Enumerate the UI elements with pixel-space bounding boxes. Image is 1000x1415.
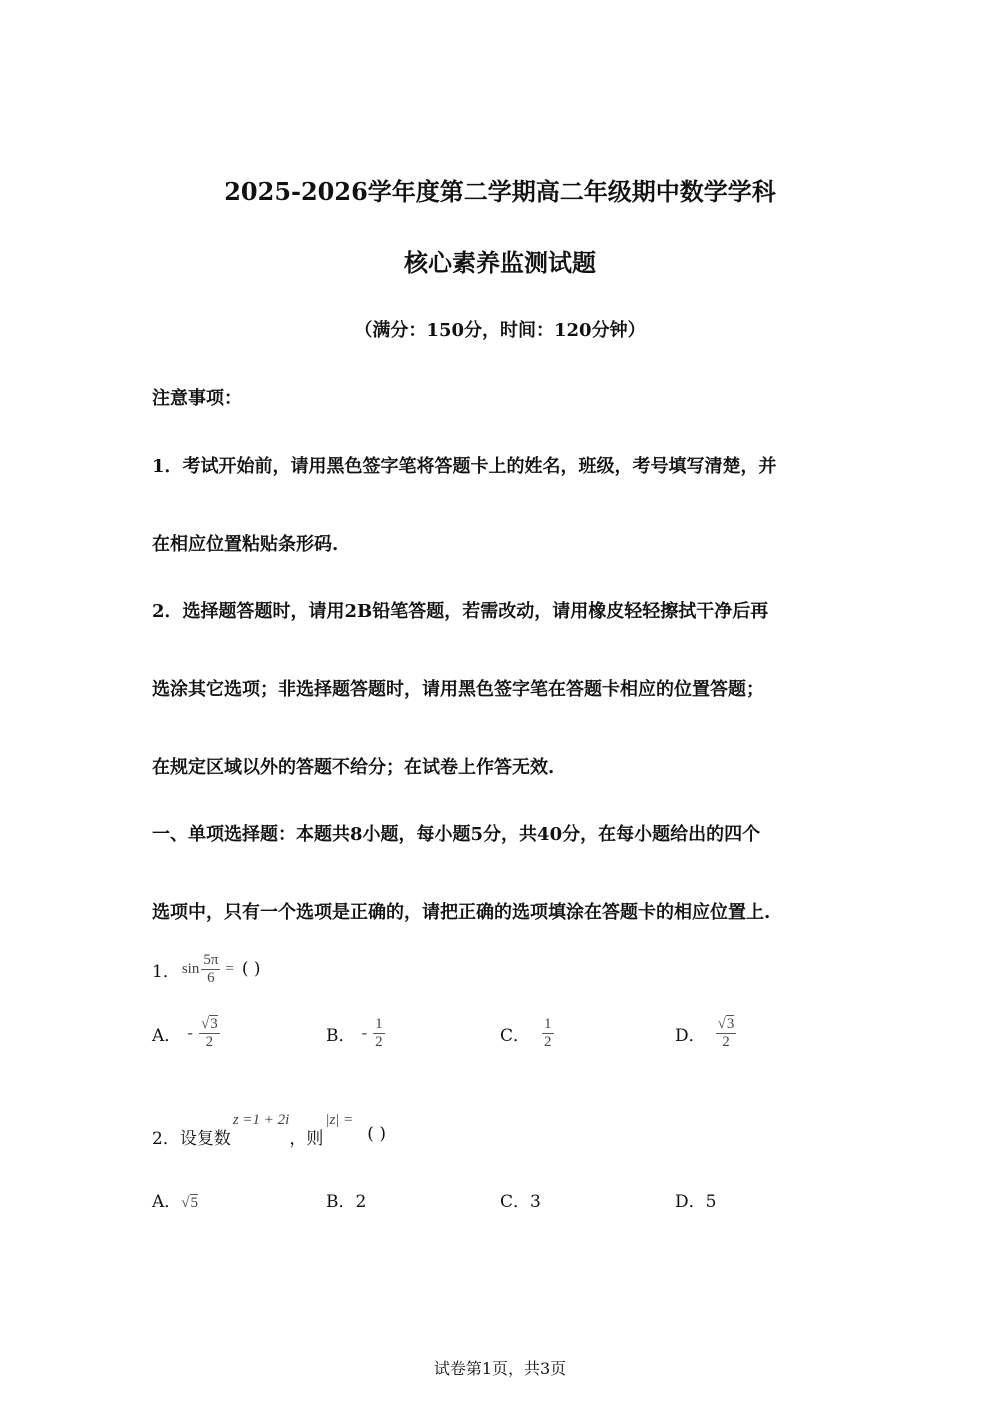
question-connector: ，则	[289, 1129, 324, 1149]
math-function: sin	[181, 960, 200, 977]
answer-paren: ( )	[241, 959, 261, 979]
option-label: C．	[500, 1025, 531, 1046]
page-footer: 试卷第1页，共3页	[433, 1359, 567, 1378]
option-c[interactable]	[500, 1016, 554, 1050]
question-text: 2．设复数	[152, 1129, 231, 1149]
minus-sign: -	[361, 1023, 368, 1042]
option-b[interactable]	[326, 1187, 366, 1212]
fraction	[199, 1016, 220, 1050]
option-b[interactable]	[326, 1016, 385, 1050]
section-heading-line2: 选项中，只有一个选项是正确的，请把正确的选项填涂在答题卡的相应位置上.	[152, 902, 771, 923]
notice-line-1: 1．考试开始前，请用黑色签字笔将答题卡上的姓名，班级，考号填写清楚，并	[152, 456, 777, 477]
exam-title-line1: 2025-2026学年度第二学期高二年级期中数学学科	[224, 177, 776, 206]
notice-line-3: 2．选择题答题时，请用2B铅笔答题，若需改动，请用橡皮轻轻擦拭干净后再	[152, 601, 769, 622]
option-a[interactable]	[152, 1187, 198, 1212]
section-heading-line1: 一、单项选择题：本题共8小题，每小题5分，共40分，在每小题给出的四个	[152, 824, 761, 845]
option-label: C．	[500, 1192, 531, 1212]
fraction-denominator: 2	[375, 1033, 383, 1050]
fraction-numerator: √3	[200, 1016, 218, 1032]
option-label: B．	[326, 1025, 356, 1046]
notice-line-4: 选涂其它选项；非选择题答题时，请用黑色签字笔在答题卡相应的位置答题；	[152, 679, 764, 700]
sqrt-icon: √	[717, 1016, 726, 1032]
question-1	[152, 952, 261, 986]
option-value: 2	[355, 1192, 367, 1212]
notice-line-2: 在相应位置粘贴条形码.	[152, 534, 339, 555]
exam-subtitle: （满分：150分，时间：120分钟）	[354, 320, 646, 341]
option-value: 5	[705, 1192, 717, 1212]
option-label: D．	[675, 1025, 706, 1046]
fraction	[542, 1016, 554, 1050]
fraction	[716, 1016, 737, 1050]
option-label: D．	[675, 1192, 706, 1212]
option-value: 5	[190, 1195, 199, 1211]
sqrt-icon: √	[181, 1195, 190, 1211]
answer-paren: ( )	[367, 1124, 386, 1144]
option-label: B．	[326, 1192, 356, 1212]
fraction-numerator: 5π	[203, 952, 219, 968]
modulus-expression: |z| =	[325, 1112, 354, 1128]
fraction-numerator: √3	[717, 1016, 735, 1032]
fraction-numerator: 1	[544, 1016, 552, 1032]
sqrt-icon: √	[200, 1016, 210, 1032]
question-2	[152, 1112, 386, 1149]
option-c[interactable]	[500, 1187, 541, 1212]
exam-title-line2: 核心素养监测试题	[404, 248, 596, 277]
option-label: A．	[152, 1025, 182, 1046]
option-label: A．	[152, 1192, 182, 1212]
notice-heading: 注意事项：	[152, 388, 242, 409]
option-value: 3	[530, 1192, 541, 1212]
fraction-denominator: 2	[722, 1033, 730, 1050]
fraction-numerator: 1	[375, 1016, 383, 1032]
equals-sign: =	[225, 960, 234, 977]
option-d[interactable]	[675, 1187, 716, 1212]
fraction	[201, 952, 220, 986]
question-number: 1．	[152, 961, 180, 982]
complex-expression: z =1 + 2i	[232, 1112, 290, 1128]
notice-line-5: 在规定区域以外的答题不给分；在试卷上作答无效.	[152, 757, 555, 778]
option-d[interactable]	[675, 1016, 736, 1050]
minus-sign: -	[187, 1023, 193, 1042]
option-a[interactable]	[152, 1016, 220, 1050]
fraction-denominator: 6	[207, 969, 215, 986]
fraction-denominator: 2	[544, 1033, 552, 1050]
fraction	[373, 1016, 385, 1050]
fraction-denominator: 2	[205, 1033, 214, 1050]
